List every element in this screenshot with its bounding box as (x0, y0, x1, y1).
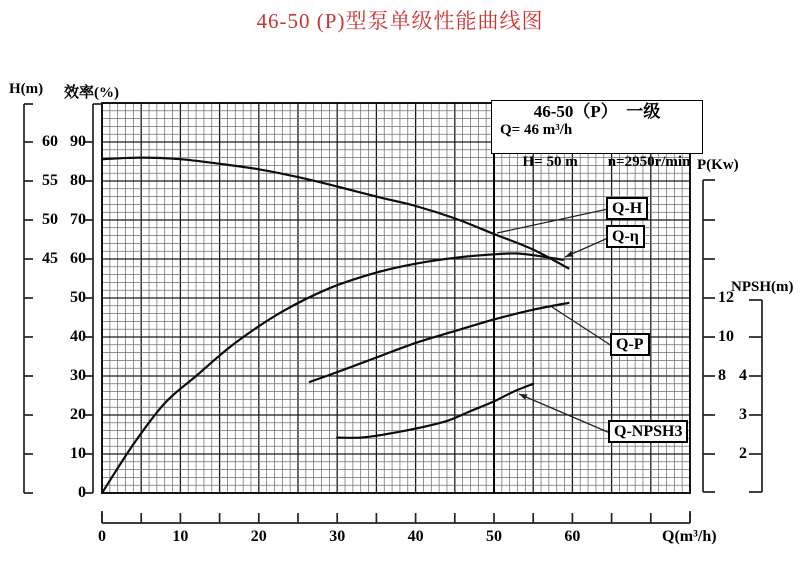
tick-label-npsh-2: 2 (739, 445, 747, 462)
rated-parameters-box (491, 100, 703, 170)
tick-label-p-8: 8 (718, 367, 726, 384)
tick-label-p-10: 10 (718, 328, 734, 345)
tick-label-q-30: 30 (329, 528, 346, 545)
tick-label-h-45: 45 (42, 250, 58, 267)
tick-label-h-60: 60 (42, 133, 58, 150)
rated-head-speed-line (492, 138, 702, 186)
tick-label-eta-10: 10 (70, 445, 86, 462)
efficiency-axis-label: 效率(%) (64, 85, 119, 101)
rated-head-value: H= 50 m (522, 154, 578, 170)
tick-label-q-60: 60 (564, 528, 581, 545)
power-axis-label: P(Kw) (697, 157, 739, 173)
curve-label-q-h: Q-H (606, 197, 648, 220)
tick-label-q-0: 0 (98, 528, 106, 545)
flow-axis-label: Q(m³/h) (662, 528, 717, 545)
rated-speed-value: n=2950r/min (607, 154, 691, 170)
tick-label-npsh-3: 3 (739, 406, 747, 423)
curve-label-q-eta: Q-η (606, 225, 645, 248)
tick-label-p-12: 12 (718, 289, 734, 306)
tick-label-q-50: 50 (486, 528, 502, 545)
page-title: 46-50 (P)型泵单级性能曲线图 (256, 9, 544, 33)
tick-label-eta-30: 30 (70, 367, 86, 384)
tick-label-eta-40: 40 (70, 328, 86, 345)
tick-label-q-40: 40 (407, 528, 424, 545)
tick-label-q-20: 20 (250, 528, 267, 545)
tick-label-eta-60: 60 (70, 250, 86, 267)
tick-label-h-55: 55 (42, 172, 58, 189)
tick-label-h-50: 50 (42, 211, 58, 228)
pump-model-line: 46-50（P） 一级 (533, 102, 661, 121)
tick-label-npsh-4: 4 (739, 367, 747, 384)
tick-label-eta-90: 90 (70, 133, 86, 150)
tick-label-q-10: 10 (172, 528, 189, 545)
curve-label-q-npsh3: Q-NPSH3 (608, 420, 688, 443)
tick-label-eta-20: 20 (70, 406, 86, 423)
curve-label-q-p: Q-P (610, 333, 650, 356)
head-axis-label: H(m) (9, 81, 44, 97)
tick-label-eta-80: 80 (70, 172, 86, 189)
rated-flow-line: Q= 46 m³/h (500, 122, 573, 138)
npsh-axis-label: NPSH(m) (731, 279, 794, 295)
tick-label-eta-50: 50 (70, 289, 86, 306)
tick-label-eta-70: 70 (70, 211, 86, 228)
tick-label-eta-0: 0 (78, 484, 86, 501)
